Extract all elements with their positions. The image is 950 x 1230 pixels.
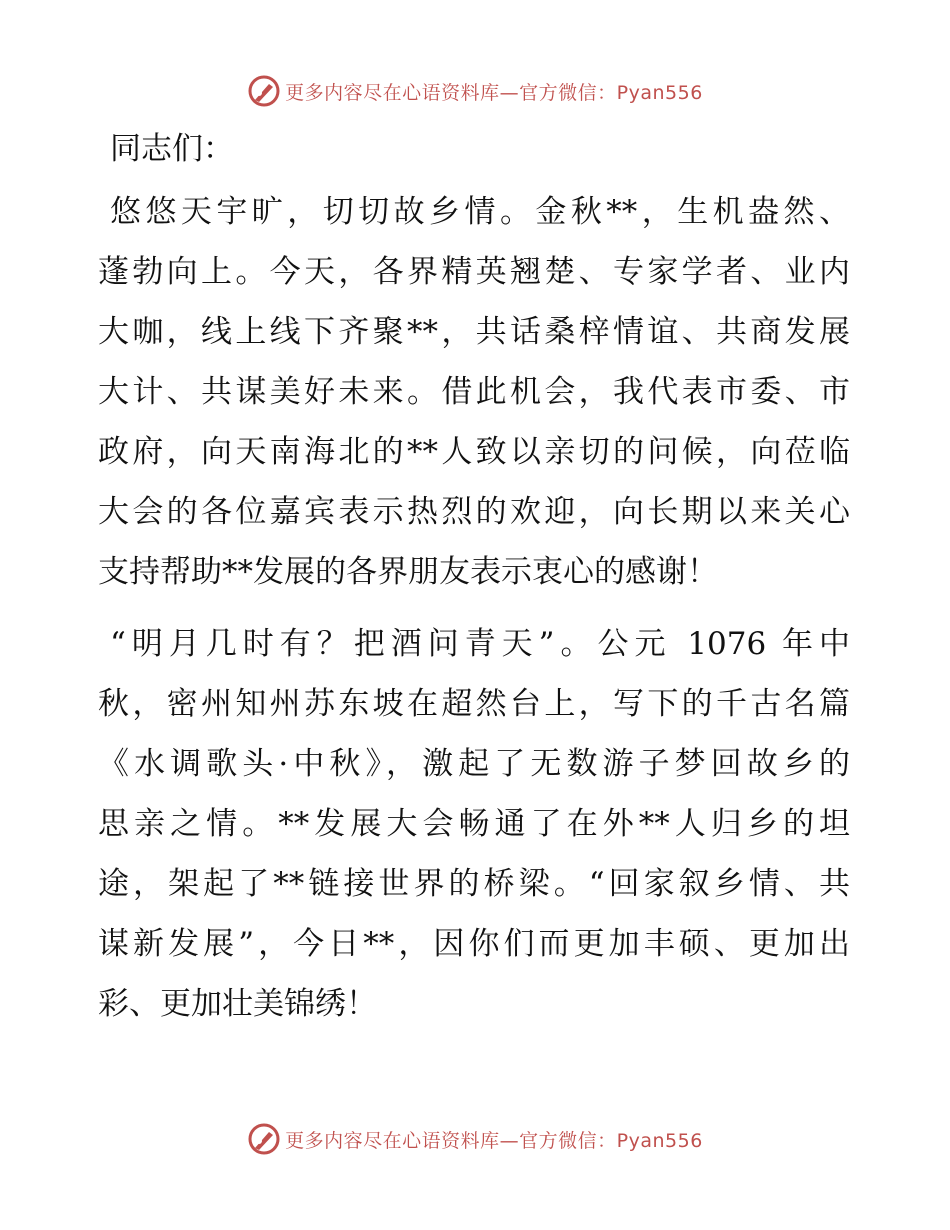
paragraph-1 xyxy=(98,182,850,602)
footer-banner-text: 更多内容尽在心语资料库—官方微信：Pyan556 xyxy=(285,1129,703,1152)
pen-logo-icon xyxy=(247,74,281,108)
pen-logo-icon xyxy=(247,1122,281,1156)
paragraph-line: 大咖，线上线下齐聚**，共话桑梓情谊、共商发展 xyxy=(98,314,850,350)
paragraph-line: 大会的各位嘉宾表示热烈的欢迎，向长期以来关心 xyxy=(98,494,850,530)
header-banner xyxy=(0,71,950,111)
paragraph-line: 途，架起了**链接世界的桥梁。“回家叙乡情、共 xyxy=(98,866,850,902)
salutation: 同志们： xyxy=(110,131,234,167)
paragraph-line: “明月几时有？把酒问青天”。公元 1076 年中 xyxy=(110,626,850,662)
paragraph-line: 秋，密州知州苏东坡在超然台上，写下的千古名篇 xyxy=(98,686,850,722)
paragraph-line: 支持帮助**发展的各界朋友表示衷心的感谢！ xyxy=(98,554,718,590)
footer-banner xyxy=(0,1119,950,1159)
document-body xyxy=(98,124,850,1046)
paragraph-2 xyxy=(98,614,850,1034)
paragraph-line: 彩、更加壮美锦绣！ xyxy=(98,986,377,1022)
paragraph-line: 蓬勃向上。今天，各界精英翘楚、专家学者、业内 xyxy=(98,254,850,290)
paragraph-line: 思亲之情。**发展大会畅通了在外**人归乡的坦 xyxy=(98,806,850,842)
paragraph-line: 《水调歌头·中秋》，激起了无数游子梦回故乡的 xyxy=(98,746,850,782)
header-banner-text: 更多内容尽在心语资料库—官方微信：Pyan556 xyxy=(285,81,703,104)
paragraph-line: 谋新发展”，今日**，因你们而更加丰硕、更加出 xyxy=(98,926,850,962)
paragraph-line: 政府，向天南海北的**人致以亲切的问候，向莅临 xyxy=(98,434,850,470)
paragraph-line: 悠悠天宇旷，切切故乡情。金秋**，生机盎然、 xyxy=(110,194,850,230)
paragraph-line: 大计、共谋美好未来。借此机会，我代表市委、市 xyxy=(98,374,850,410)
